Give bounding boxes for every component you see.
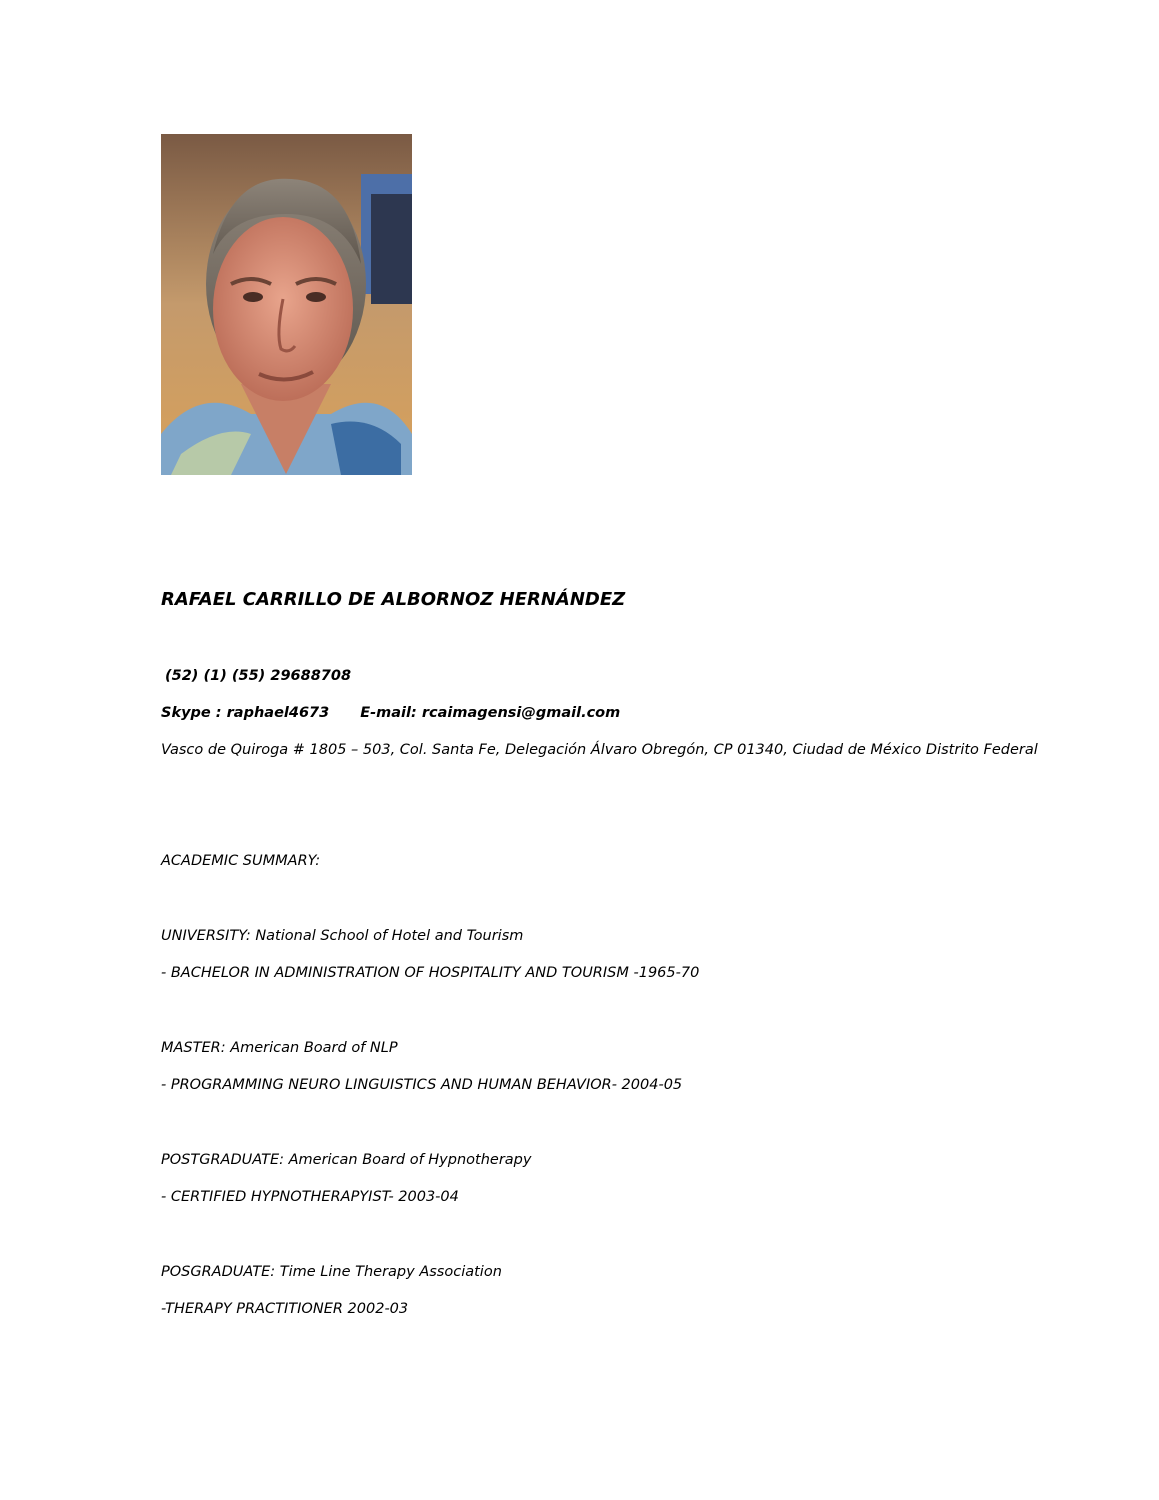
email-address: E-mail: rcaimagensi@gmail.com — [360, 705, 621, 721]
skype-id: Skype : raphael4673 — [161, 705, 330, 721]
education-detail: - BACHELOR IN ADMINISTRATION OF HOSPITALITY AND TOURISM -1965-70 — [161, 965, 700, 981]
portrait-photo — [161, 134, 412, 475]
education-institution: MASTER: American Board of NLP — [161, 1040, 398, 1056]
academic-summary-heading: ACADEMIC SUMMARY: — [161, 853, 321, 869]
person-name: RAFAEL CARRILLO DE ALBORNOZ HERNÁNDEZ — [161, 589, 626, 610]
education-institution: POSGRADUATE: Time Line Therapy Association — [161, 1264, 502, 1280]
phone-number: (52) (1) (55) 29688708 — [165, 668, 352, 684]
education-detail: - CERTIFIED HYPNOTHERAPYIST- 2003-04 — [161, 1189, 459, 1205]
contact-line — [161, 704, 620, 722]
education-institution: POSTGRADUATE: American Board of Hypnotherapy — [161, 1152, 532, 1168]
postal-address: Vasco de Quiroga # 1805 – 503, Col. Santa Fe, Delegación Álvaro Obregón, CP 01340, Ciudad de México Distrito Federal — [161, 742, 1038, 758]
education-institution: UNIVERSITY: National School of Hotel and Tourism — [161, 928, 524, 944]
education-detail: -THERAPY PRACTITIONER 2002-03 — [161, 1301, 409, 1317]
education-detail: - PROGRAMMING NEURO LINGUISTICS AND HUMAN BEHAVIOR- 2004-05 — [161, 1077, 683, 1093]
